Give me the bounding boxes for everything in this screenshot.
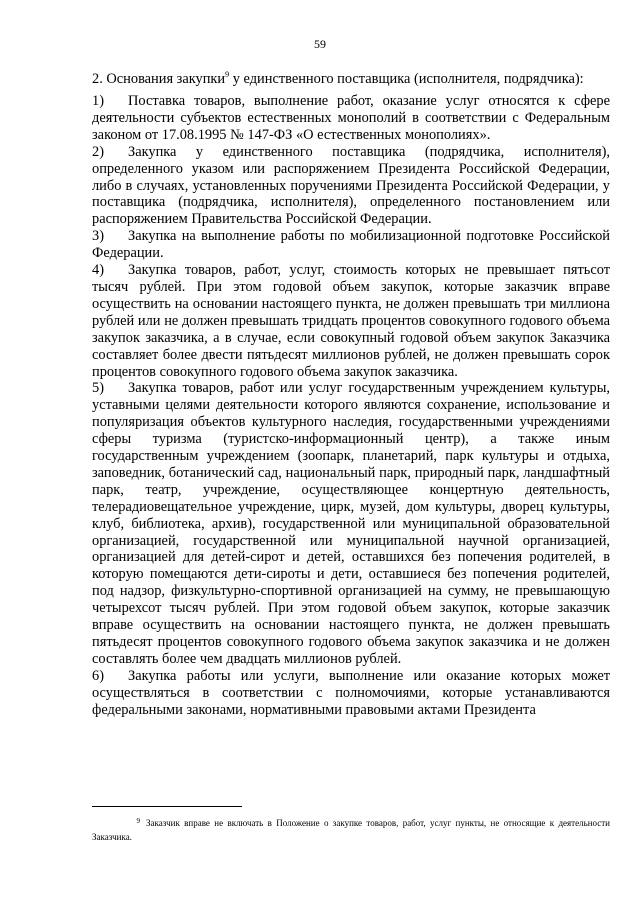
footnote [92,814,610,844]
list-item [92,262,610,380]
section-heading [92,66,612,88]
item-text: Закупка на выполнение работы по мобилизационной подготовке Российской Федерации. [92,228,610,262]
footnote-divider [92,806,242,807]
heading-text: 2. Основания закупки [92,71,226,87]
footnote-mark: 9 [136,817,140,825]
item-text: Закупка товаров, работ или услуг государственным учреждением культуры, уставными целями деятельности которого являются сохранение, использование и популяризация объектов культурного наследия, государственными учреждениями сферы туризма (туристско-информационный центр), а также иным государственным учреждением (зоопарк, планетарий, парк культуры и отдыха, заповедник, ботанический сад, национальный парк, природный парк, ландшафтный парк, театр, учреждение, осуществляющее концертную деятельность, телерадиовещательное учреждение, цирк, музей, дом культуры, дворец культуры, клуб, библиотека, архив), государственной или муниципальной образовательной организацией, государственной или муниципальной научной организацией, организацией для детей-сирот и детей, оставшихся без попечения родителей, в которую помещаются дети-сироты и дети, оставшиеся без попечения родителей, под надзор, физкультурно-спортивной организацией на сумму, не превышающую четырехсот тысяч рублей. При этом годовой объем закупок, которые заказчик вправе осуществить на основании настоящего пункта, не должен превышать пятьдесят процентов совокупного годового объема закупок заказчика и не должен составлять более чем двадцать миллионов рублей. [92,380,610,667]
item-text: Закупка работы или услуги, выполнение или оказание которых может осуществляться в соответствии с полномочиями, которые устанавливаются федеральными законами, нормативными правовыми актами Президента [92,667,610,718]
list-item [92,144,610,229]
page-number: 59 [314,37,326,51]
item-number: 3) [92,228,104,245]
item-text: Закупка товаров, работ, услуг, стоимость которых не превышает пятьсот тысяч рублей. При этом годовой объем закупок, которые заказчик вправе осуществить на основании настоящего пункта, не должен превышать три миллиона рублей или не должен превышать тридцать процентов совокупного годового объема закупок заказчика, а в случае, если совокупный годовой объем закупок Заказчика составляет более двести пятьдесят миллионов рублей, не должен превышать сорок процентов совокупного годового объема закупок заказчика. [92,262,610,380]
item-number: 1) [92,93,104,109]
item-number: 5) [92,380,104,397]
item-text: Поставка товаров, выполнение работ, оказание услуг относятся к сфере деятельности субъектов естественных монополий в соответствии с Федеральным законом от 17.08.1995 № 147-ФЗ «О естественных монополиях». [92,93,610,143]
item-number: 2) [92,143,104,160]
item-text: Закупка у единственного поставщика (подрядчика, исполнителя), определенного указом или распоряжением Президента Российской Федерации, либо в случаях, установленных поручениями Президента Российской Федерации, у поставщика (подрядчика, исполнителя), определенного постановлением или распоряжением Правительства Российской Федерации. [92,143,610,228]
list-item [92,228,610,262]
footnote-reference: 9 [225,70,230,79]
document-body [92,93,610,719]
item-number: 4) [92,262,104,279]
footnote-text: Заказчик вправе не включать в Положение о закупке товаров, работ, услуг пункты, не относящие к деятельности Заказчика. [92,818,610,842]
heading-rest: у единственного поставщика (исполнителя, подрядчика): [229,71,584,87]
item-number: 6) [92,667,104,684]
list-item [92,668,610,719]
list-item [92,93,610,144]
list-item [92,380,610,667]
